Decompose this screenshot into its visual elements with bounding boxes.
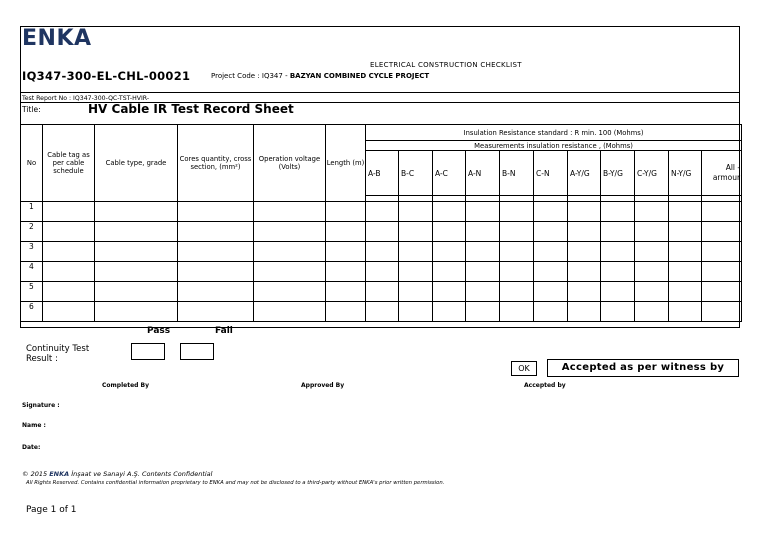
table-cell[interactable] (669, 202, 702, 222)
table-cell[interactable] (43, 202, 95, 222)
table-cell[interactable] (568, 302, 601, 322)
table-cell[interactable] (43, 262, 95, 282)
col-cable-tag: Cable tag as per cable schedule (43, 125, 95, 202)
table-cell[interactable] (95, 262, 178, 282)
table-cell[interactable] (326, 302, 366, 322)
accepted-by-label: Accepted by (524, 382, 566, 389)
table-cell[interactable] (254, 282, 326, 302)
table-cell[interactable] (500, 242, 534, 262)
table-cell[interactable] (669, 282, 702, 302)
title-label: Title: (22, 105, 41, 114)
table-cell[interactable] (601, 202, 635, 222)
phase-header: C-Y/G (635, 151, 669, 196)
completed-by-label: Completed By (102, 382, 150, 389)
table-cell[interactable] (500, 302, 534, 322)
table-cell[interactable] (466, 282, 500, 302)
pass-label: Pass (147, 326, 171, 336)
table-cell[interactable] (635, 302, 669, 322)
table-cell[interactable] (534, 262, 568, 282)
table-cell[interactable] (399, 242, 433, 262)
table-cell[interactable] (254, 222, 326, 242)
table-cell[interactable] (568, 242, 601, 262)
table-cell[interactable] (366, 282, 399, 302)
table-cell[interactable] (399, 282, 433, 302)
table-cell[interactable] (43, 222, 95, 242)
copyright-suffix: İnşaat ve Sanayi A.Ş. Contents Confidential (69, 470, 213, 478)
table-cell[interactable] (433, 262, 466, 282)
copyright-brand: ENKA (49, 470, 70, 478)
table-row (21, 242, 742, 262)
checklist-title: ELECTRICAL CONSTRUCTION CHECKLIST (370, 61, 522, 69)
table-cell[interactable] (399, 222, 433, 242)
table-cell[interactable] (254, 202, 326, 222)
table-cell[interactable] (702, 202, 742, 222)
phase-header: C-N (534, 151, 568, 196)
table-cell[interactable] (702, 222, 742, 242)
date-label: Date: (22, 444, 41, 451)
fail-label: Fail (215, 326, 233, 336)
table-cell[interactable] (669, 302, 702, 322)
project-name: BAZYAN COMBINED CYCLE PROJECT (289, 72, 430, 80)
accepted-box: Accepted as per witness by (547, 359, 739, 377)
table-cell[interactable] (466, 222, 500, 242)
table-cell[interactable] (568, 282, 601, 302)
table-cell[interactable] (254, 262, 326, 282)
table-cell[interactable] (366, 202, 399, 222)
table-cell[interactable] (635, 262, 669, 282)
copyright (22, 470, 212, 478)
table-cell[interactable] (466, 262, 500, 282)
table-cell[interactable] (635, 202, 669, 222)
table-cell[interactable] (534, 202, 568, 222)
table-cell[interactable] (534, 242, 568, 262)
table-cell[interactable] (534, 302, 568, 322)
table-cell[interactable] (500, 202, 534, 222)
row-number: 6 (21, 302, 43, 322)
table-cell[interactable] (178, 202, 254, 222)
table-cell[interactable] (601, 302, 635, 322)
measurements-header: Measurements insulation resistance , (Mohms) (366, 141, 742, 151)
table-cell[interactable] (178, 262, 254, 282)
table-cell[interactable] (399, 202, 433, 222)
table-cell[interactable] (254, 242, 326, 262)
document-number: IQ347-300-EL-CHL-00021 (22, 69, 191, 83)
phase-header: A-B (366, 151, 399, 196)
table-cell[interactable] (466, 302, 500, 322)
table-cell[interactable] (568, 262, 601, 282)
table-cell[interactable] (500, 222, 534, 242)
table-cell[interactable] (702, 262, 742, 282)
continuity-label: Continuity Test Result : (26, 344, 90, 364)
page-number: Page 1 of 1 (26, 505, 77, 515)
phase-header: N-Y/G (669, 151, 702, 196)
table-cell[interactable] (635, 282, 669, 302)
table-cell[interactable] (601, 222, 635, 242)
table-cell[interactable] (702, 242, 742, 262)
phase-header: B-Y/G (601, 151, 635, 196)
table-cell[interactable] (500, 282, 534, 302)
table-cell[interactable] (366, 302, 399, 322)
ir-standard-header: Insulation Resistance standard : R min. 100 (Mohms) (366, 125, 742, 141)
table-cell[interactable] (326, 222, 366, 242)
table-cell[interactable] (43, 242, 95, 262)
table-cell[interactable] (399, 302, 433, 322)
table-cell[interactable] (433, 282, 466, 302)
project-code-label: Project Code : IQ347 - (211, 72, 290, 80)
table-row (21, 302, 742, 322)
col-cores: Cores quantity, cross section, (mm²) (178, 125, 254, 202)
row-number: 1 (21, 202, 43, 222)
table-cell[interactable] (433, 302, 466, 322)
table-cell[interactable] (326, 262, 366, 282)
table-cell[interactable] (466, 202, 500, 222)
table-cell[interactable] (669, 242, 702, 262)
table-cell[interactable] (702, 302, 742, 322)
table-cell[interactable] (534, 282, 568, 302)
table-cell[interactable] (326, 202, 366, 222)
table-cell[interactable] (326, 242, 366, 262)
row-number: 3 (21, 242, 43, 262)
phase-header: A-C (433, 151, 466, 196)
table-cell[interactable] (601, 262, 635, 282)
row-number: 2 (21, 222, 43, 242)
table-cell[interactable] (669, 222, 702, 242)
table-cell[interactable] (568, 222, 601, 242)
table-cell[interactable] (178, 242, 254, 262)
table-cell[interactable] (433, 242, 466, 262)
row-number: 5 (21, 282, 43, 302)
table-cell[interactable] (601, 242, 635, 262)
col-voltage: Operation voltage (Volts) (254, 125, 326, 202)
table-row (21, 262, 742, 282)
table-cell[interactable] (568, 202, 601, 222)
table-cell[interactable] (43, 282, 95, 302)
table-cell[interactable] (95, 242, 178, 262)
test-report-number: Test Report No : IQ347-300-QC-TST-HVIR- (22, 95, 150, 102)
table-cell[interactable] (466, 242, 500, 262)
table-cell[interactable] (702, 282, 742, 302)
table-cell[interactable] (669, 262, 702, 282)
table-cell[interactable] (178, 302, 254, 322)
name-label: Name : (22, 422, 46, 429)
table-cell[interactable] (95, 222, 178, 242)
phase-header: A-N (466, 151, 500, 196)
table-cell[interactable] (95, 302, 178, 322)
table-cell[interactable] (399, 262, 433, 282)
table-cell[interactable] (95, 202, 178, 222)
table-cell[interactable] (178, 222, 254, 242)
phase-header: A-Y/G (568, 151, 601, 196)
rights-notice: All Rights Reserved. Contains confidential information proprietary to ENKA and may not be disclosed to a third-party without ENKA's prior written permission. (26, 480, 445, 486)
phase-header: B-N (500, 151, 534, 196)
ok-box[interactable]: OK (511, 361, 537, 376)
signature-label: Signature : (22, 402, 60, 409)
table-cell[interactable] (635, 242, 669, 262)
pass-checkbox[interactable] (131, 343, 165, 360)
table-cell[interactable] (43, 302, 95, 322)
divider (20, 92, 740, 93)
table-cell[interactable] (366, 222, 399, 242)
copyright-prefix: © 2015 (22, 470, 50, 478)
table-row (21, 222, 742, 242)
table-cell[interactable] (601, 282, 635, 302)
table-cell[interactable] (95, 282, 178, 302)
table-cell[interactable] (178, 282, 254, 302)
col-cable-type: Cable type, grade (95, 125, 178, 202)
table-cell[interactable] (326, 282, 366, 302)
table-row (21, 202, 742, 222)
table-cell[interactable] (254, 302, 326, 322)
page-title: HV Cable IR Test Record Sheet (88, 102, 294, 116)
table-cell[interactable] (433, 202, 466, 222)
table-cell[interactable] (635, 222, 669, 242)
fail-checkbox[interactable] (180, 343, 214, 360)
enka-logo: ENKA (22, 26, 92, 51)
col-length: Length (m) (326, 125, 366, 202)
approved-by-label: Approved By (301, 382, 345, 389)
col-no: No (21, 125, 43, 202)
row-number: 4 (21, 262, 43, 282)
phase-header: B-C (399, 151, 433, 196)
table-cell[interactable] (500, 262, 534, 282)
table-row (21, 282, 742, 302)
ir-test-table (20, 124, 742, 322)
table-cell[interactable] (366, 262, 399, 282)
table-cell[interactable] (534, 222, 568, 242)
phase-header: All - armour (702, 151, 742, 196)
table-cell[interactable] (433, 222, 466, 242)
table-cell[interactable] (366, 242, 399, 262)
project-code (211, 72, 429, 80)
